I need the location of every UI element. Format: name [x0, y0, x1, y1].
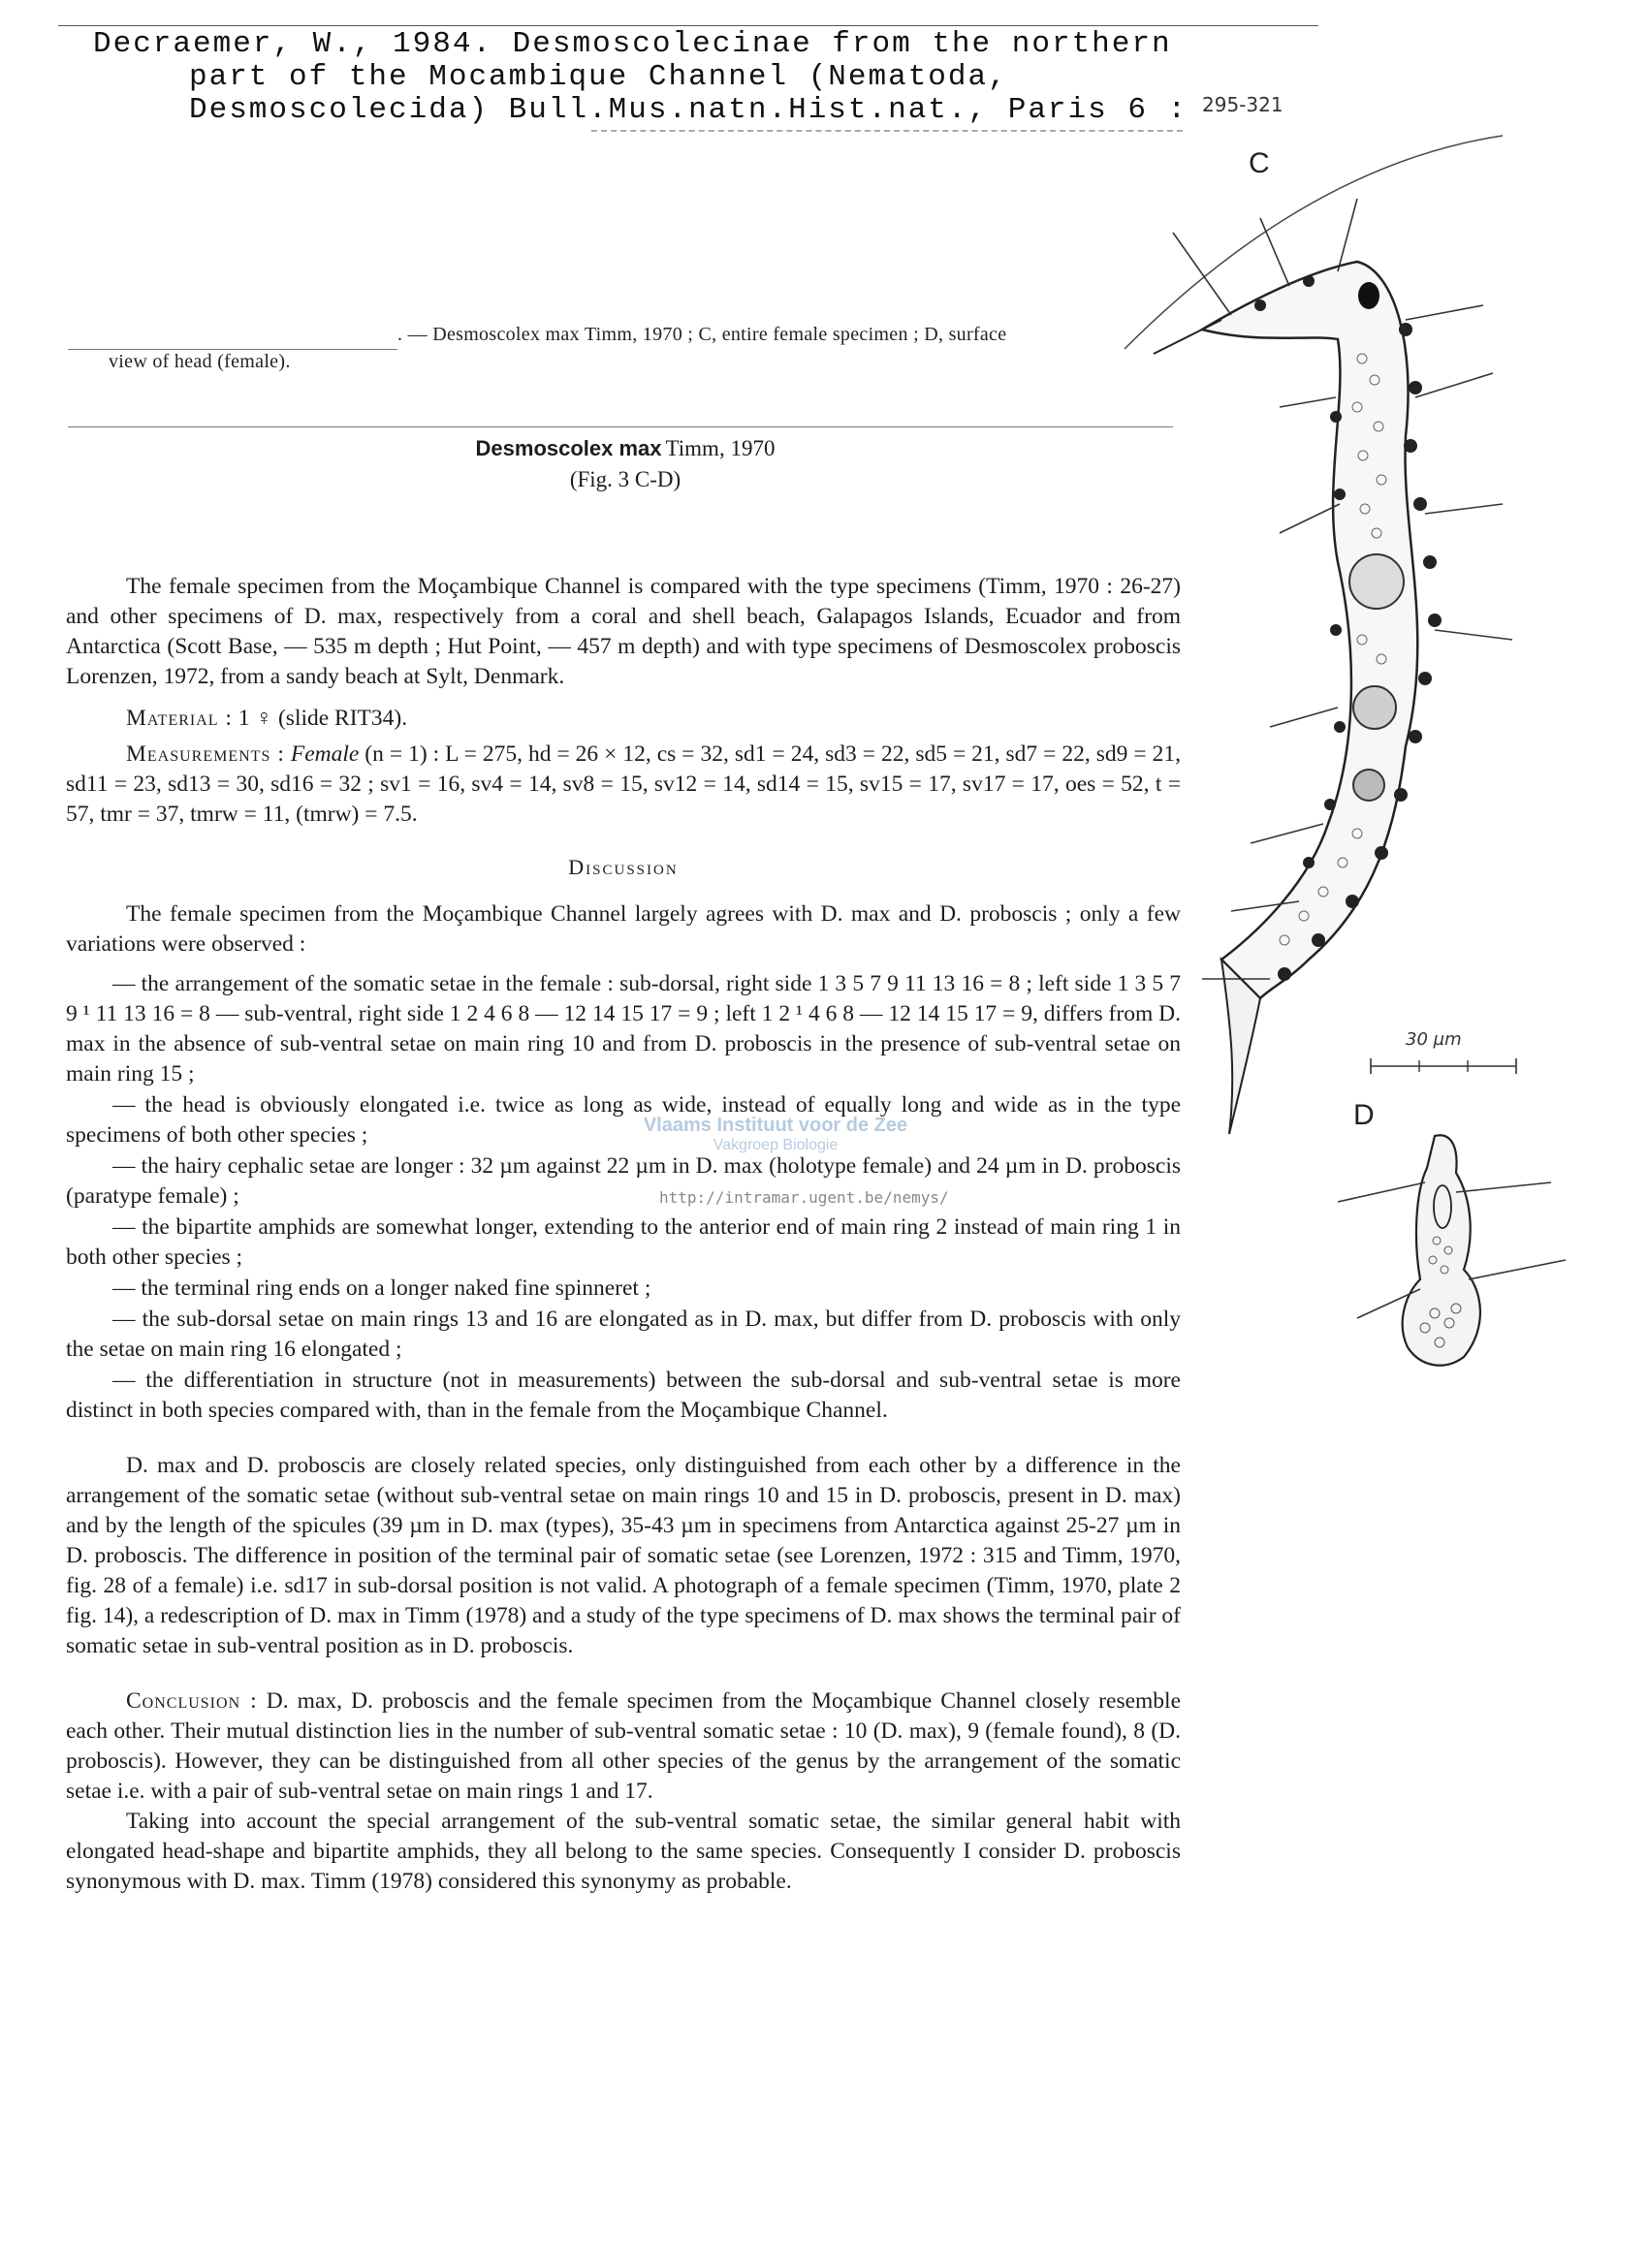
- material-line: [66, 704, 1181, 734]
- measurements-sex: Female: [290, 741, 360, 767]
- citation-line-1: Decraemer, W., 1984. Desmoscolecinae from the northern: [93, 27, 1172, 61]
- citation-line-2: part of the Mocambique Channel (Nematoda,: [189, 60, 1008, 94]
- citation-line-3: Desmoscolecida) Bull.Mus.natn.Hist.nat., Paris 6 :: [189, 93, 1188, 127]
- species-name: Desmoscolex max: [475, 436, 662, 460]
- watermark: [620, 1115, 931, 1154]
- material-text: 1 ♀ (slide RIT34).: [238, 706, 408, 731]
- discussion-heading: Discussion: [568, 855, 679, 879]
- figure-c-drawing: [1115, 126, 1648, 1144]
- species-title: [242, 436, 1008, 461]
- discussion-paragraph-2: D. max and D. proboscis are closely related species, only distinguished from each other by a difference in the arrangement of the somatic setae (without sub-ventral setae on main rings 10 and 15 in D. proboscis, present in D. max) and by the length of the spicules (39 µm in D. max (types), 35-43 µm in specimens from Antarctica against 25-27 µm in D. proboscis. The difference in position of the terminal pair of somatic setae (see Lorenzen, 1972 : 315 and Timm, 1970, fig. 28 of a female) i.e. sd17 in sub-dorsal position is not valid. A photograph of a female specimen (Timm, 1970, plate 2 fig. 14), a redescription of D. max in Timm (1978) and a study of the type specimens of D. max shows the terminal pair of somatic setae in sub-ventral position as in D. proboscis.: [66, 1453, 1181, 1658]
- discussion-item-3: — the hairy cephalic setae are longer : 32 µm against 22 µm in D. max (holotype female) and 24 µm in D. proboscis (paratype female) ;: [66, 1153, 1181, 1209]
- watermark-url: http://intramar.ugent.be/nemys/: [659, 1188, 949, 1207]
- figure-c-organ-2: [1353, 686, 1396, 729]
- figure-caption-line-1: . — Desmoscolex max Timm, 1970 ; C, entire female specimen ; D, surface: [397, 324, 1007, 345]
- scale-bar: [1367, 1055, 1522, 1076]
- discussion-item-5: — the terminal ring ends on a longer naked fine spinneret ;: [112, 1276, 651, 1301]
- figure-c-body: [1202, 262, 1417, 998]
- figure-d-head: [1403, 1135, 1480, 1365]
- discussion-item-4: — the bipartite amphids are somewhat longer, extending to the anterior end of main ring 2 instead of main ring 1 in both other species ;: [66, 1214, 1181, 1270]
- material-label: Material :: [126, 706, 233, 731]
- text-column: [66, 572, 1181, 1897]
- discussion-item-1: — the arrangement of the somatic setae in the female : sub-dorsal, right side 1 3 5 7 9 11 13 16 = 8 ; left side 1 3 5 7 9 ¹ 11 13 16 = 8 — sub-ventral, right side 1 2 4 6 8 — 12 14 15 17 = 9 ; left 1 2 ¹ 4 6 8 — 12 14 15 17 = 9, differs from D. max in the absence of sub-ventral setae on main ring 10 and from D. proboscis in the presence of sub-ventral setae on main ring 15 ;: [66, 971, 1181, 1087]
- discussion-item-6: — the sub-dorsal setae on main rings 13 and 16 are elongated as in D. max, but differ from D. proboscis with only the setae on main ring 16 elongated ;: [66, 1307, 1181, 1362]
- species-author: Timm, 1970: [665, 436, 776, 460]
- intro-paragraph: The female specimen from the Moçambique Channel is compared with the type specimens (Timm, 1970 : 26-27) and other specimens of D. max, respectively from a coral and shell beach, Galapagos Islands, Ecuador and from Antarctica (Scott Base, — 535 m depth ; Hut Point, — 457 m depth) and with type specimens of Desmoscolex proboscis Lorenzen, 1972, from a sandy beach at Sylt, Denmark.: [66, 574, 1181, 689]
- discussion-item-2: — the head is obviously elongated i.e. twice as long as wide, instead of equally long and wide as in the type specimens of both other species ;: [66, 1092, 1181, 1148]
- figure-c-organ-3: [1353, 770, 1384, 801]
- citation-pages-handwritten: 295-321: [1202, 93, 1284, 116]
- species-fig-ref: (Fig. 3 C-D): [569, 467, 681, 491]
- discussion-item-7: — the differentiation in structure (not in measurements) between the sub-dorsal and sub-ventral setae is more distinct in both species compared with, than in the female from the Moçambique Channel.: [66, 1368, 1181, 1423]
- figure-c-head: [1154, 320, 1221, 354]
- figure-d-drawing: [1328, 1124, 1580, 1386]
- figure-label-c: C: [1249, 147, 1270, 179]
- figure-c-eye: [1358, 282, 1379, 309]
- conclusion-label: Conclusion :: [126, 1688, 258, 1714]
- measurements-paragraph: [66, 740, 1181, 830]
- header-dashed-underline: [591, 130, 1183, 132]
- watermark-line-2: Vakgroep Biologie: [713, 1137, 839, 1153]
- figure-label-d: D: [1353, 1099, 1375, 1131]
- watermark-line-1: Vlaams Instituut voor de Zee: [643, 1115, 908, 1136]
- figure-caption-line-2: view of head (female).: [109, 351, 291, 372]
- scale-bar-label: 30 µm: [1406, 1029, 1462, 1050]
- conclusion-text: D. max, D. proboscis and the female specimen from the Moçambique Channel closely resemble each other. Their mutual distinction lies in the number of sub-ventral somatic setae : 10 (D. max), 9 (female found), 8 (D. proboscis). However, they can be distinguished from all other species of the genus by the arrangement of the somatic setae i.e. with a pair of sub-ventral setae on main rings 1 and 17.: [66, 1688, 1182, 1804]
- conclusion-paragraph: [66, 1686, 1181, 1807]
- measurements-text: (n = 1) : L = 275, hd = 26 × 12, cs = 32, sd1 = 24, sd3 = 22, sd5 = 21, sd7 = 22, sd9 = 21, sd11 = 23, sd13 = 30, sd16 = 32 ; sv1 = 16, sv4 = 14, sv8 = 15, sv12 = 14, sd14 = 15, sv15 = 17, sv17 = 17, oes = 52, t = 57, tmr = 37, tmrw = 11, (tmrw) = 7.5.: [66, 741, 1181, 827]
- conclusion-final: Taking into account the special arrangement of the sub-ventral somatic setae, the similar general habit with elongated head-shape and bipartite amphids, they all belong to the same species. Consequently I consider D. proboscis synonymous with D. max. Timm (1978) considered this synonymy as probable.: [66, 1809, 1181, 1894]
- discussion-intro: The female specimen from the Moçambique Channel largely agrees with D. max and D. proboscis ; only a few variations were observed :: [66, 901, 1181, 957]
- measurements-label: Measurements :: [126, 741, 285, 767]
- figure-c-organ-1: [1349, 554, 1404, 609]
